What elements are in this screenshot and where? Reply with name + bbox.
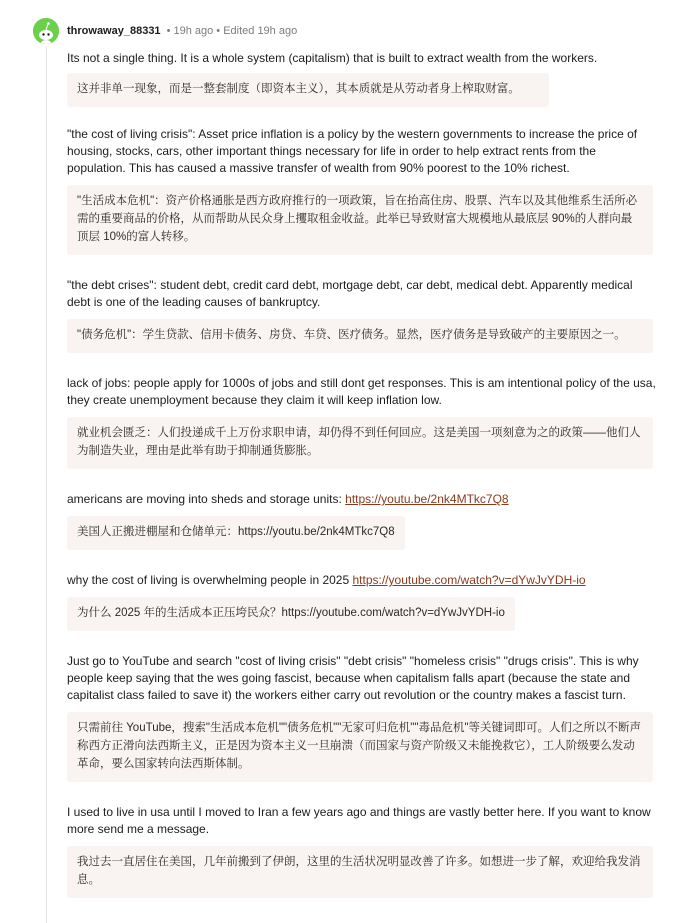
paragraph-3 [67,277,657,353]
paragraph-1 [67,50,657,107]
chinese-translation: 美国人正搬进棚屋和仓储单元：https://youtu.be/2nk4MTkc7Q8 [67,516,405,550]
english-text: "the cost of living crisis": Asset price inflation is a policy by the western governments to increase the price of housing, stocks, cars, other important things necessary for life in order to help extract rents from the population. This has caused a massive transfer of wealth from 90% poorest to the 10% richest. [67,127,638,175]
paragraph-8 [67,804,657,898]
english-text [67,491,657,508]
english-text [67,572,657,589]
comment-header [33,17,297,45]
paragraph-5 [67,491,657,550]
paragraph-4 [67,375,657,469]
comment-meta: • 19h ago • Edited 19h ago [166,25,298,37]
chinese-translation: "生活成本危机"：资产价格通胀是西方政府推行的一项政策，旨在抬高住房、股票、汽车以及其他维系生活所必需的重要商品的价格，从而帮助从民众身上攫取租金收益。此举已导致财富大规模地从最底层 90%的人群向最顶层 10%的富人转移。 [67,185,653,255]
english-text: "the debt crises": student debt, credit card debt, mortgage debt, car debt, medical debt. Apparently medical debt is one of the leading causes of bankruptcy. [67,278,633,309]
chinese-translation: 我过去一直居住在美国，几年前搬到了伊朗，这里的生活状况明显改善了许多。如想进一步了解，欢迎给我发消息。 [67,846,653,898]
english-text: Just go to YouTube and search "cost of living crisis" "debt crisis" "homeless crisis" "drugs crisis". This is why people keep saying that the wes going fascist, because when capitalism falls apart (because the state and capitalist class failed to save it) the workers either carry out revolution or the country makes a fascist turn. [67,654,639,702]
username[interactable]: throwaway_88331 [67,25,161,37]
english-text: I used to live in usa until I moved to Iran a few years ago and things are vastly better here. If you want to know more send me a message. [67,805,651,836]
paragraph-2 [67,126,657,255]
chinese-translation: 这并非单一现象，而是一整套制度（即资本主义），其本质就是从劳动者身上榨取财富。 [67,73,549,107]
english-text-prefix: why the cost of living is overwhelming people in 2025 [67,573,353,587]
youtube-link[interactable]: https://youtu.be/2nk4MTkc7Q8 [345,492,509,506]
english-text: lack of jobs: people apply for 1000s of jobs and still dont get responses. This is am intentional policy of the usa, they create unemployment because they claim it will keep inflation low. [67,376,656,407]
thread-line [46,46,47,923]
english-text-prefix: americans are moving into sheds and storage units: [67,492,346,506]
paragraph-6 [67,572,657,631]
youtube-link[interactable]: https://youtube.com/watch?v=dYwJvYDH-io [352,573,586,587]
snoo-avatar-icon [33,18,59,44]
avatar[interactable] [33,18,59,44]
comment-body [67,50,657,898]
chinese-translation: 为什么 2025 年的生活成本正压垮民众？https://youtube.com/watch?v=dYwJvYDH-io [67,597,515,631]
chinese-translation: 就业机会匮乏：人们投递成千上万份求职申请，却仍得不到任何回应。这是美国一项刻意为之的政策——他们人为制造失业，理由是此举有助于抑制通货膨胀。 [67,417,653,469]
chinese-translation: 只需前往 YouTube，搜索"生活成本危机""债务危机""无家可归危机""毒品危机"等关键词即可。人们之所以不断声称西方正滑向法西斯主义，正是因为资本主义一旦崩溃（而国家与资产阶级又未能挽救它），工人阶级要么发动革命，要么国家转向法西斯体制。 [67,712,653,782]
chinese-translation: "债务危机"：学生贷款、信用卡债务、房贷、车贷、医疗债务。显然，医疗债务是导致破产的主要原因之一。 [67,319,653,353]
english-text: Its not a single thing. It is a whole system (capitalism) that is built to extract wealth from the workers. [67,51,598,65]
paragraph-7 [67,653,657,782]
